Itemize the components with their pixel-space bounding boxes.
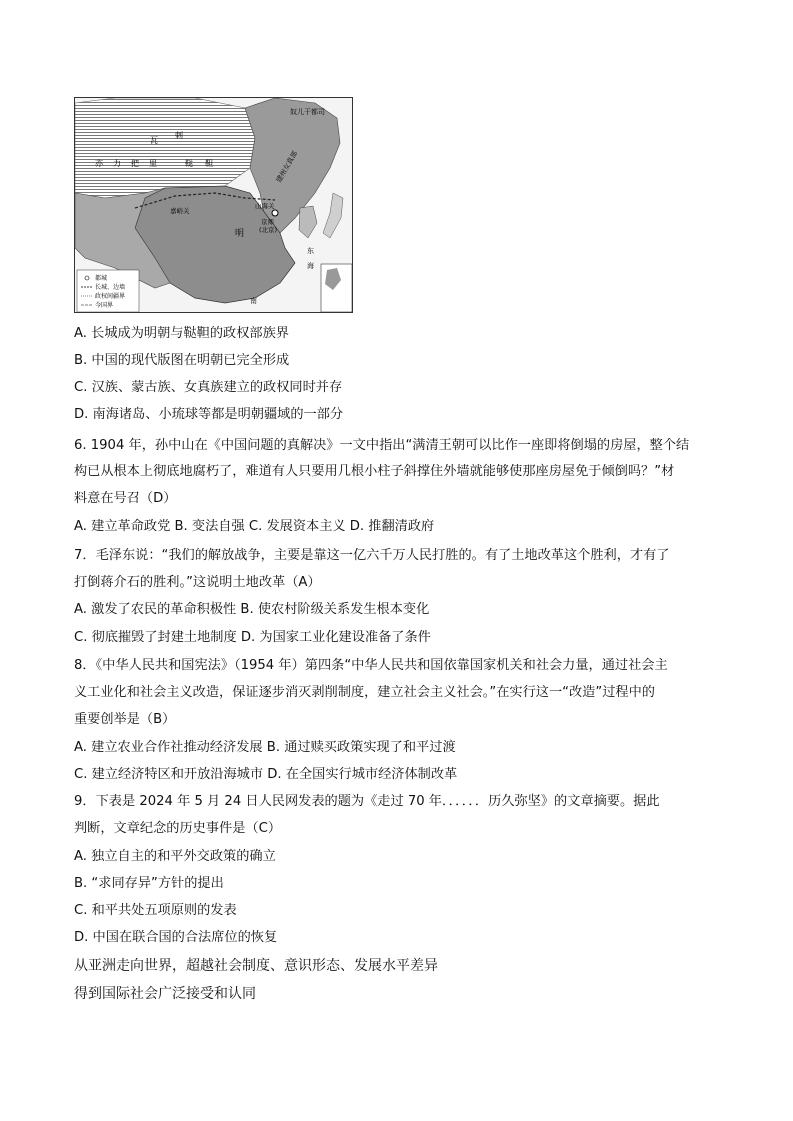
- map-label: 山海关: [255, 202, 275, 210]
- q9-option-c: C. 和平共处五项原则的发表: [74, 903, 237, 918]
- map-label: 亦: [95, 159, 103, 168]
- map-label: 奴儿干都司: [290, 108, 325, 116]
- q6-stem-line1: 6. 1904 年，孙中山在《中国问题的真解决》一文中指出“满清王朝可以比作一座即将倒塌的房屋，整个结: [74, 438, 690, 453]
- q6-options: A. 建立革命政党 B. 变法自强 C. 发展资本主义 D. 推翻清政府: [74, 519, 435, 534]
- legend-item: 今国界: [95, 302, 114, 309]
- map-label: 里: [149, 159, 157, 168]
- map-label: (北京): [259, 226, 278, 234]
- q8-stem-line3: 重要创举是（B）: [74, 712, 176, 727]
- map-label: 靼: [205, 159, 213, 168]
- q8-options-line2: C. 建立经济特区和开放沿海城市 D. 在全国实行城市经济体制改革: [74, 767, 458, 782]
- map-label: 明: [235, 229, 245, 239]
- map-label: 力: [113, 159, 121, 168]
- q5-option-c: C. 汉族、蒙古族、女真族建立的政权同时并存: [74, 380, 343, 395]
- q9-option-a: A. 独立自主的和平外交政策的确立: [74, 849, 276, 864]
- q5-option-d: D. 南海诸岛、小琉球等都是明朝疆域的一部分: [74, 407, 344, 422]
- q9-option-d: D. 中国在联合国的合法席位的恢复: [74, 930, 278, 945]
- q5-option-a: A. 长城成为明朝与鞑靼的政权部族界: [74, 326, 289, 341]
- q9-option-b: B. “求同存异”方针的提出: [74, 876, 224, 891]
- steppe-region: [75, 98, 255, 198]
- map-label: 京师: [261, 218, 274, 226]
- map-label: 南: [250, 297, 257, 305]
- map-label: 嘉峪关: [170, 207, 190, 215]
- map-label: 瓦: [150, 136, 158, 145]
- q7-options-line1: A. 激发了农民的革命积极性 B. 使农村阶级关系发生根本变化: [74, 602, 430, 617]
- q5-option-b: B. 中国的现代版图在明朝已完全形成: [74, 353, 290, 368]
- q7-stem-line1: 7．毛泽东说：“我们的解放战争，主要是靠这一亿六千万人民打胜的。有了土地改革这个胜利，才有了: [74, 548, 670, 563]
- q9-stem-line2: 判断，文章纪念的历史事件是（C）: [74, 821, 282, 836]
- map-label: 海: [307, 262, 314, 270]
- legend-item: 政权间疆界: [95, 293, 126, 300]
- map-label: 东: [307, 247, 314, 255]
- q8-stem-line1: 8．《中华人民共和国宪法》（1954 年）第四条“中华人民共和国依靠国家机关和社会力量，通过社会主: [74, 658, 668, 673]
- q6-stem-line3: 料意在号召（D）: [74, 491, 177, 506]
- capital-marker: [272, 210, 278, 216]
- map-label: 把: [131, 159, 139, 168]
- map-label: 鞑: [185, 159, 193, 168]
- q9-extra-line2: 得到国际社会广泛接受和认同: [74, 986, 256, 1002]
- legend-item: 长城、边墙: [95, 284, 126, 291]
- q8-stem-line2: 义工业化和社会主义改造，保证逐步消灭剥削制度，建立社会主义社会。”在实行这一“改造”过程中的: [74, 685, 655, 700]
- q7-options-line2: C. 彻底摧毁了封建土地制度 D. 为国家工业化建设准备了条件: [74, 630, 431, 645]
- q9-stem-line1: 9．下表是 2024 年 5 月 24 日人民网发表的题为《走过 70 年．．．．．．历久弥坚》的文章摘要。据此: [74, 794, 660, 809]
- q9-extra-line1: 从亚洲走向世界，超越社会制度、意识形态、发展水平差异: [74, 958, 438, 974]
- map-svg: [75, 98, 353, 313]
- map-label: 剌: [175, 131, 183, 140]
- map-label: 建州女真部: [274, 149, 300, 184]
- legend-item: 都城: [95, 275, 108, 282]
- q7-stem-line2: 打倒蒋介石的胜利。”这说明土地改革（A）: [74, 575, 321, 590]
- q6-stem-line2: 构已从根本上彻底地腐朽了，难道有人只要用几根小柱子斜撑住外墙就能够使那座房屋免于倾倒吗？”材: [74, 464, 675, 479]
- ming-dynasty-map: [74, 97, 353, 313]
- q8-options-line1: A. 建立农业合作社推动经济发展 B. 通过赎买政策实现了和平过渡: [74, 740, 456, 755]
